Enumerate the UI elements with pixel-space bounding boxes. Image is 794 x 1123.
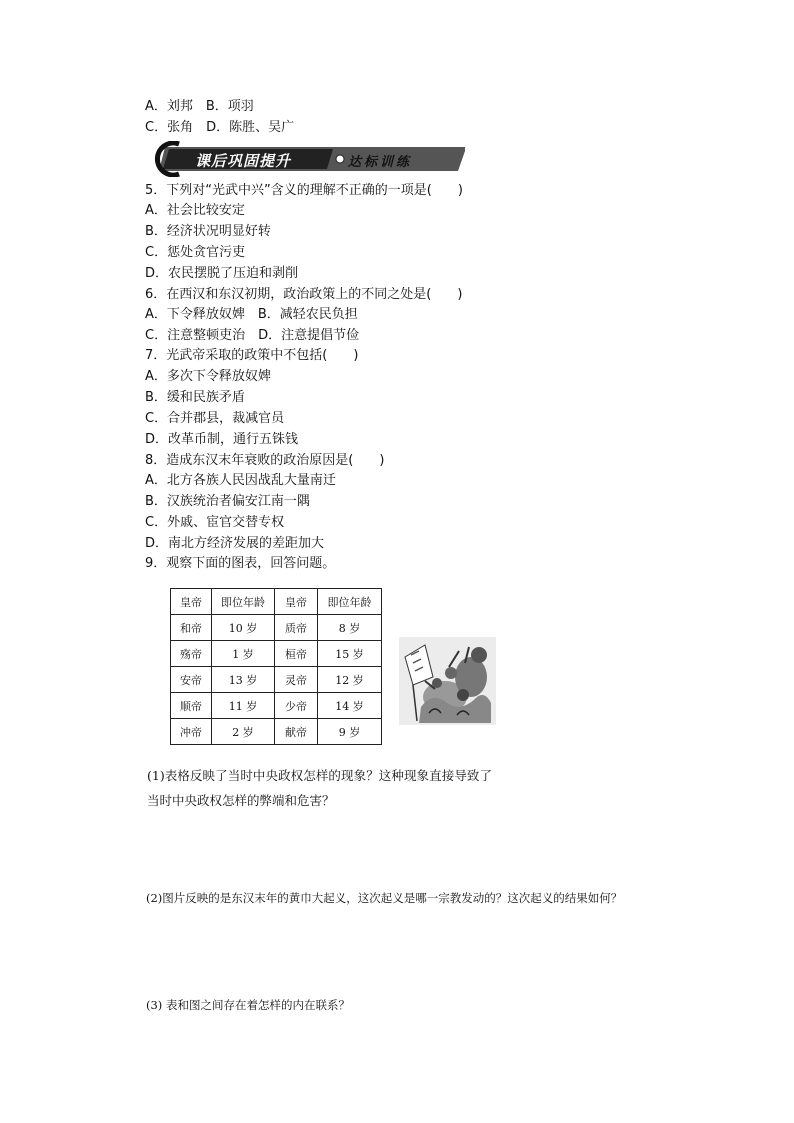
- question-option: B．缓和民族矛盾: [145, 390, 245, 405]
- section-banner: [143, 141, 465, 177]
- table-cell: 和帝: [171, 615, 212, 641]
- emperor-age-table: [170, 588, 382, 745]
- question-option: B．汉族统治者偏安江南一隅: [145, 494, 310, 509]
- option-line: C．张角 D．陈胜、吴广: [145, 120, 295, 135]
- banner-title: 课后巩固提升: [195, 152, 292, 170]
- table-header: 即位年龄: [212, 589, 275, 615]
- table-cell: 10 岁: [212, 615, 275, 641]
- table-row: [171, 693, 382, 719]
- table-cell: 少帝: [275, 693, 318, 719]
- table-cell: 献帝: [275, 719, 318, 745]
- table-cell: 安帝: [171, 667, 212, 693]
- question-option: C．合并郡县，裁减官员: [145, 411, 285, 426]
- question-option: A．多次下令释放奴婢: [145, 369, 271, 384]
- question-stem: 9．观察下面的图表，回答问题。: [145, 556, 336, 571]
- question-option: A．北方各族人民因战乱大量南迁: [145, 473, 336, 488]
- subquestion-1: (1)表格反映了当时中央政权怎样的现象？这种现象直接导致了当时中央政权怎样的弊端和危害？: [147, 768, 492, 808]
- banner-shape: [143, 141, 465, 177]
- table-cell: 15 岁: [318, 641, 382, 667]
- table-cell: 11 岁: [212, 693, 275, 719]
- question-stem: 5．下列对“光武中兴”含义的理解不正确的一项是( ): [145, 183, 463, 198]
- table-row: [171, 615, 382, 641]
- table-cell: 质帝: [275, 615, 318, 641]
- table-row: [171, 641, 382, 667]
- question-stem: 8．造成东汉末年衰败的政治原因是( ): [145, 453, 385, 468]
- subquestion-3: (3) 表和图之间存在着怎样的内在联系？: [146, 998, 350, 1012]
- table-cell: 顺帝: [171, 693, 212, 719]
- table-cell: 桓帝: [275, 641, 318, 667]
- table-header: 即位年龄: [318, 589, 382, 615]
- table-header: 皇帝: [275, 589, 318, 615]
- question-stem: 7．光武帝采取的政策中不包括( ): [145, 348, 359, 363]
- table-cell: 13 岁: [212, 667, 275, 693]
- banner-subtitle: 达标训练: [348, 155, 413, 170]
- question-option: C．惩处贪官污吏: [145, 245, 246, 260]
- table-header-row: [171, 589, 382, 615]
- question-option: A．下令释放奴婢 B．减轻农民负担: [145, 307, 358, 322]
- table-cell: 12 岁: [318, 667, 382, 693]
- table-cell: 殇帝: [171, 641, 212, 667]
- question-stem: 6．在西汉和东汉初期，政治政策上的不同之处是( ): [145, 287, 463, 302]
- table-cell: 14 岁: [318, 693, 382, 719]
- subquestion-2: (2)图片反映的是东汉末年的黄巾大起义，这次起义是哪一宗教发动的？这次起义的结果如何？: [146, 891, 623, 905]
- option-line: A．刘邦 B．项羽: [145, 99, 254, 114]
- question-option: D．农民摆脱了压迫和剥削: [145, 266, 299, 281]
- table-cell: 灵帝: [275, 667, 318, 693]
- question-option: B．经济状况明显好转: [145, 224, 271, 239]
- table-cell: 8 岁: [318, 615, 382, 641]
- question-option: C．外戚、宦官交替专权: [145, 515, 285, 530]
- table-row: [171, 667, 382, 693]
- table-cell: 9 岁: [318, 719, 382, 745]
- table-cell: 冲帝: [171, 719, 212, 745]
- table-cell: 1 岁: [212, 641, 275, 667]
- table-cell: 2 岁: [212, 719, 275, 745]
- question-option: D．南北方经济发展的差距加大: [145, 536, 325, 551]
- yellow-turban-uprising-illustration: [399, 637, 496, 725]
- table-row: [171, 719, 382, 745]
- question-option: D．改革币制，通行五铢钱: [145, 432, 299, 447]
- question-option: C．注意整顿吏治 D．注意提倡节俭: [145, 328, 360, 343]
- question-option: A．社会比较安定: [145, 203, 245, 218]
- table-header: 皇帝: [171, 589, 212, 615]
